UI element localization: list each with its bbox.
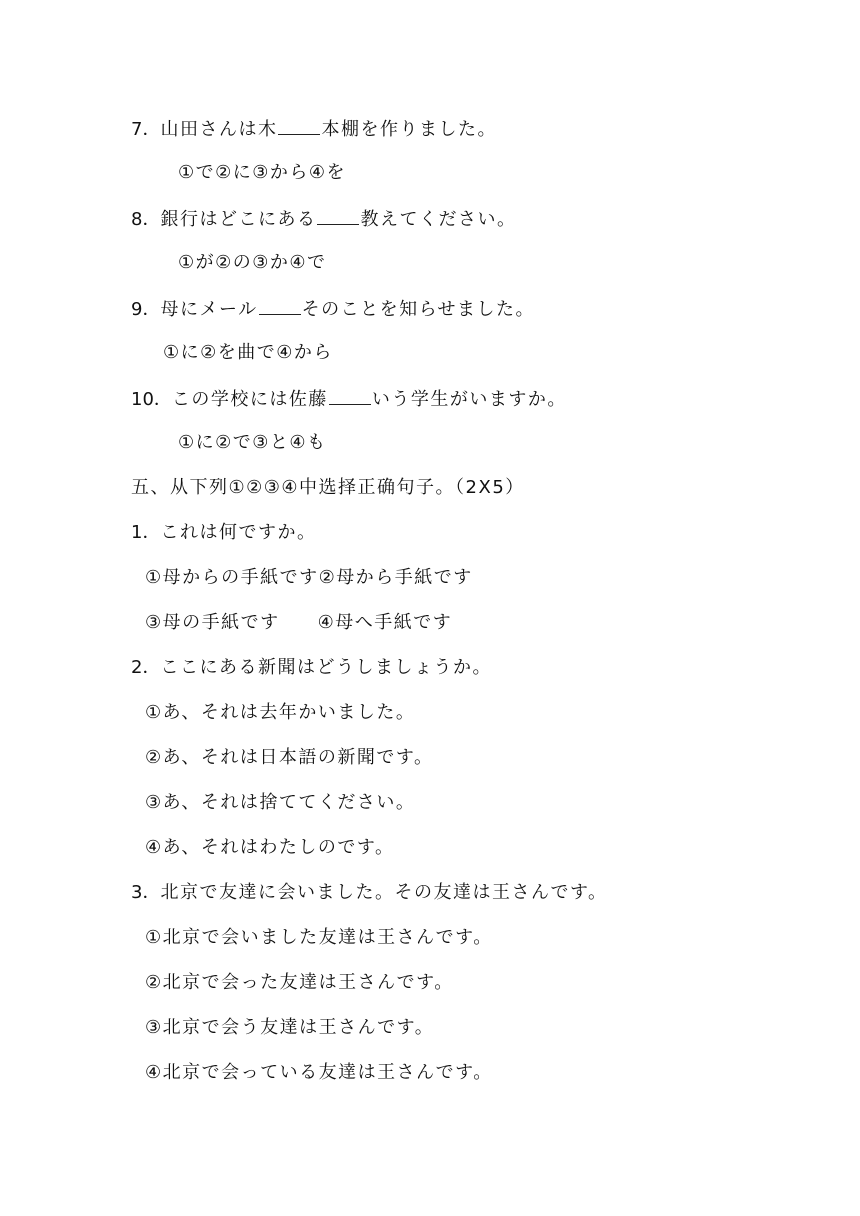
question-number: 1． (131, 522, 161, 543)
question-9 (131, 296, 535, 341)
option-3: ③母の手紙です (145, 612, 280, 633)
question-8-options: ①が②の③か④で (178, 252, 327, 273)
s5-question-3-option-4: ④北京で会っている友達は王さんです。 (145, 1062, 493, 1083)
question-number: 3． (131, 882, 161, 903)
s5-question-3-option-1: ①北京で会いました友達は王さんです。 (145, 927, 493, 948)
s5-question-2-option-1: ①あ、それは去年かいました。 (145, 702, 416, 723)
s5-question-1 (131, 521, 316, 566)
question-text-before: 銀行はどこにある (160, 209, 317, 230)
s5-question-2-option-3: ③あ、それは捨ててください。 (145, 792, 416, 813)
question-7-options: ①で②に③から④を (178, 162, 347, 183)
s5-question-3-option-2: ②北京で会った友達は王さんです。 (145, 972, 454, 993)
question-prompt: これは何ですか。 (160, 522, 317, 543)
s5-question-3 (131, 881, 608, 926)
question-number: 9． (131, 299, 161, 320)
question-text-before: 母にメール (160, 299, 258, 320)
question-number: 7． (131, 119, 161, 140)
question-text-before: この学校には佐藤 (171, 389, 328, 410)
option-4: ④母へ手紙です (317, 612, 453, 633)
answer-blank (278, 116, 320, 135)
s5-question-1-options-a: ①母からの手紙です②母から手紙です (145, 567, 473, 588)
s5-question-2-option-4: ④あ、それはわたしのです。 (145, 837, 395, 858)
answer-blank (259, 296, 301, 315)
question-number: 2． (131, 657, 161, 678)
s5-question-3-option-3: ③北京で会う友達は王さんです。 (145, 1017, 435, 1038)
question-number: 10． (131, 389, 172, 410)
section-5-heading: 五、从下列①②③④中选择正确句子。（2X5） (131, 477, 525, 498)
question-8 (131, 206, 516, 251)
question-10 (131, 386, 567, 431)
question-prompt: ここにある新聞はどうしましょうか。 (160, 657, 492, 678)
question-text-before: 山田さんは木 (160, 119, 278, 140)
s5-question-2 (131, 656, 492, 701)
question-text-after: 本棚を作りました。 (321, 119, 497, 140)
question-text-after: いう学生がいますか。 (371, 389, 567, 410)
question-text-after: そのことを知らせました。 (301, 299, 536, 320)
question-text-after: 教えてください。 (360, 209, 517, 230)
s5-question-1-options-b (145, 611, 452, 656)
s5-question-2-option-2: ②あ、それは日本語の新聞です。 (145, 747, 434, 768)
answer-blank (317, 206, 359, 225)
question-9-options: ①に②を曲で④から (163, 342, 333, 363)
question-10-options: ①に②で③と④も (178, 432, 327, 453)
question-prompt: 北京で友達に会いました。その友達は王さんです。 (160, 882, 608, 903)
question-number: 8． (131, 209, 161, 230)
answer-blank (329, 386, 371, 405)
question-7 (131, 116, 497, 161)
